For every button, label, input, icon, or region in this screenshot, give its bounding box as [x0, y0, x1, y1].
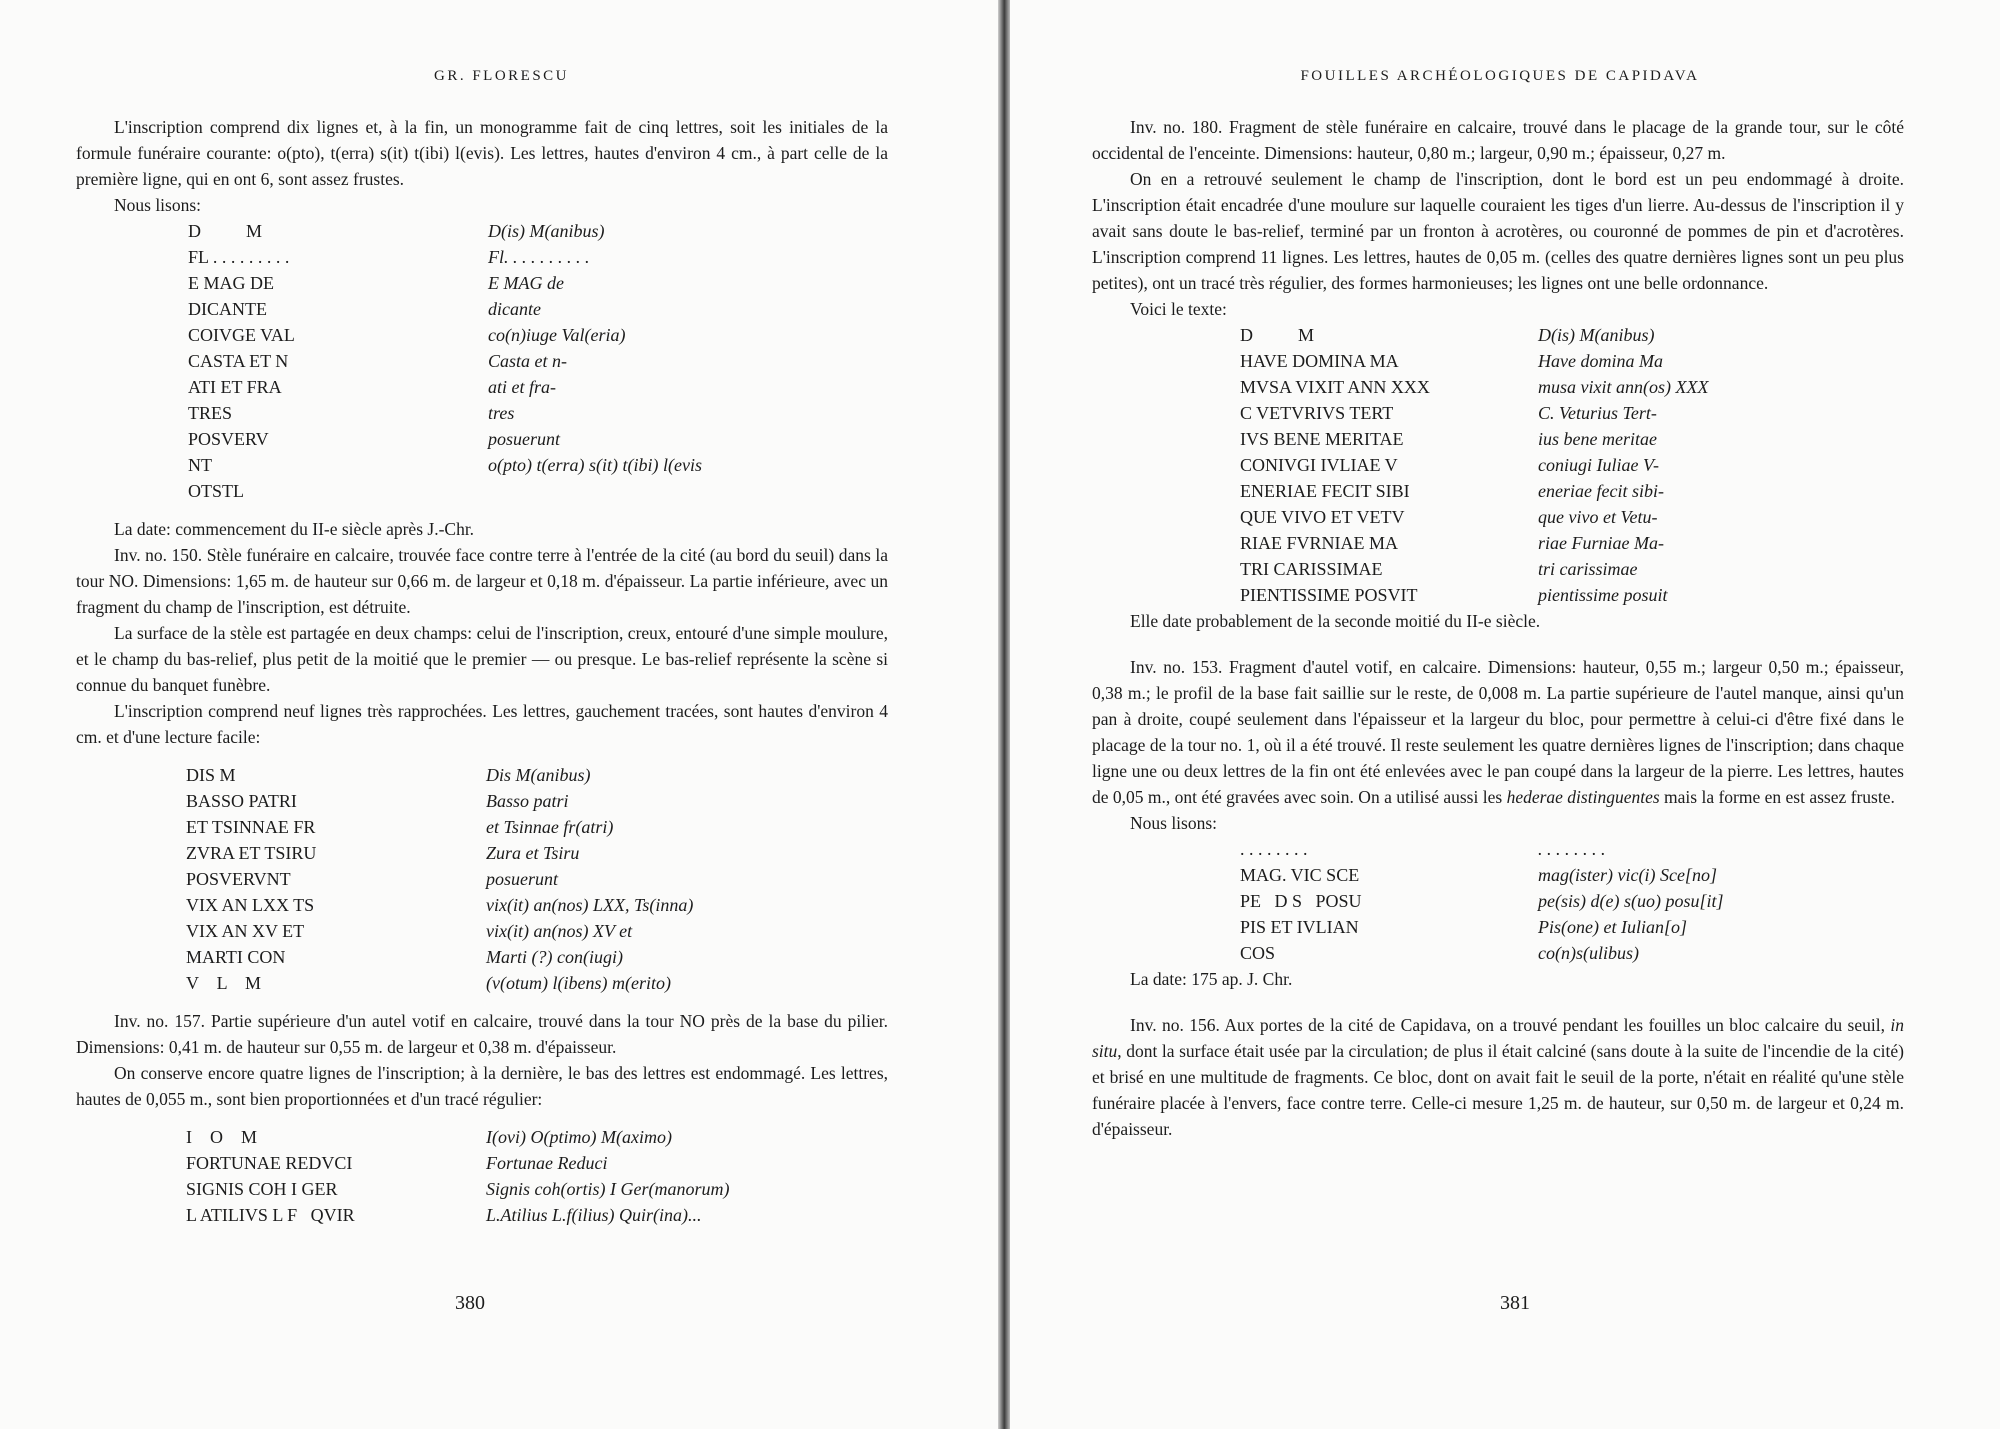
inscription-reading: et Tsinnae fr(atri) — [486, 817, 614, 837]
inscription-line — [1240, 348, 1708, 374]
inscription-line — [1240, 582, 1708, 608]
inscription-line — [186, 1176, 729, 1202]
running-head: FOUILLES ARCHÉOLOGIQUES DE CAPIDAVA — [1300, 68, 1700, 84]
inscription-original: CONIVGI IVLIAE V — [1240, 455, 1398, 475]
paragraph: L'inscription comprend dix lignes et, à la fin, un monogramme fait de cinq lettres, soit les initiales de la formule funéraire courante: o(pto), t(erra) s(it) t(ibi) l(evis). Les lettres, hautes d'environ 4 cm., à part celle de la première ligne, qui en ont 6, sont assez frustes. — [76, 117, 888, 189]
left-text-column — [76, 114, 888, 1228]
inscription-line — [188, 374, 702, 400]
italic-term: hederae distinguentes — [1506, 787, 1660, 807]
inscription-line — [1240, 836, 1723, 862]
inv153-end: mais la forme en est assez fruste. — [1664, 787, 1895, 807]
inscription-reading: Fortunae Reduci — [486, 1153, 608, 1173]
paragraph: Inv. no. 157. Partie supérieure d'un autel votif en calcaire, trouvé dans la tour NO près de la base du pilier. Dimensions: 0,41 m. de hauteur sur 0,55 m. de largeur et 0,38 m. d'épaisseur. — [76, 1011, 888, 1057]
inscription-line — [186, 944, 693, 970]
inscription-original: PIENTISSIME POSVIT — [1240, 585, 1418, 605]
inscription-reading: posuerunt — [486, 869, 558, 889]
paragraph: Nous lisons: — [1130, 813, 1218, 833]
page-number: 380 — [455, 1292, 485, 1314]
inscription-reading: C. Veturius Tert- — [1538, 403, 1657, 423]
inscription-original: V L M — [186, 973, 262, 993]
right-page — [1010, 0, 2000, 1429]
inscription-line — [1240, 914, 1723, 940]
inscription-reading: E MAG de — [488, 273, 564, 293]
inscription-table — [186, 1124, 729, 1228]
inscription-reading: D(is) M(anibus) — [488, 221, 605, 241]
inscription-original: . . . . . . . . — [1240, 839, 1308, 859]
inscription-reading: vix(it) an(nos) XV et — [486, 921, 633, 941]
inscription-reading: tres — [488, 403, 515, 423]
inscription-reading: Pis(one) et Iulian[o] — [1538, 917, 1687, 937]
inscription-line — [1240, 478, 1708, 504]
paragraph: Inv. no. 180. Fragment de stèle funéraire en calcaire, trouvé dans le placage de la grande tour, sur le côté occidental de l'enceinte. Dimensions: hauteur, 0,80 m.; largeur, 0,90 m.; épaisseur, 0,27 m. — [1092, 117, 1904, 163]
inscription-original: DIS M — [186, 765, 236, 785]
inscription-line — [188, 348, 702, 374]
inscription-line — [186, 892, 693, 918]
inscription-reading: co(n)s(ulibus) — [1538, 943, 1639, 963]
inscription-line — [188, 270, 702, 296]
inscription-reading: (v(otum) l(ibens) m(erito) — [486, 973, 671, 993]
paragraph: Voici le texte: — [1130, 299, 1227, 319]
inscription-line — [188, 244, 702, 270]
inscription-reading: Fl. . . . . . . . . . — [488, 247, 590, 267]
inscription-line — [1240, 530, 1708, 556]
inscription-reading: musa vixit ann(os) XXX — [1538, 377, 1709, 397]
inscription-line — [186, 788, 693, 814]
inscription-reading: que vivo et Vetu- — [1538, 507, 1658, 527]
paragraph — [1092, 1012, 1904, 1142]
inscription-original: FORTUNAE REDVCI — [186, 1153, 353, 1173]
inscription-line — [186, 840, 693, 866]
paragraph: Elle date probablement de la seconde moitié du II-e siècle. — [1130, 611, 1541, 631]
inscription-reading: pe(sis) d(e) s(uo) posu[it] — [1538, 891, 1724, 911]
inscription-original: VIX AN LXX TS — [186, 895, 315, 915]
inscription-line — [188, 322, 702, 348]
inscription-reading: I(ovi) O(ptimo) M(aximo) — [486, 1127, 672, 1147]
inscription-reading — [488, 478, 702, 504]
inscription-original: TRI CARISSIMAE — [1240, 559, 1383, 579]
inscription-original: IVS BENE MERITAE — [1240, 429, 1404, 449]
paragraph: Nous lisons: — [114, 195, 202, 215]
inscription-original: PE D S POSU — [1240, 891, 1362, 911]
inscription-line — [186, 918, 693, 944]
inscription-line — [186, 814, 693, 840]
inscription-reading: vix(it) an(nos) LXX, Ts(inna) — [486, 895, 694, 915]
inscription-line — [186, 1150, 729, 1176]
inscription-table — [186, 762, 693, 996]
inscription-line — [188, 400, 702, 426]
inscription-line — [188, 426, 702, 452]
inscription-reading: L.Atilius L.f(ilius) Quir(ina)... — [486, 1205, 702, 1225]
inscription-line — [1240, 888, 1723, 914]
inscription-table — [188, 218, 702, 504]
paragraph: La date: 175 ap. J. Chr. — [1130, 969, 1293, 989]
inscription-original: COS — [1240, 943, 1276, 963]
inscription-original: E MAG DE — [188, 273, 274, 293]
inscription-original: RIAE FVRNIAE MA — [1240, 533, 1399, 553]
inscription-line — [1240, 940, 1723, 966]
inscription-original: ATI ET FRA — [188, 377, 282, 397]
inscription-line — [188, 452, 702, 478]
paragraph: On conserve encore quatre lignes de l'inscription; à la dernière, le bas des lettres est endommagé. Les lettres, hautes de 0,055 m., sont bien proportionnées et d'un tracé régulier: — [76, 1063, 888, 1109]
inscription-original: HAVE DOMINA MA — [1240, 351, 1399, 371]
inscription-line — [1240, 556, 1708, 582]
inscription-line — [1240, 322, 1708, 348]
inscription-reading: Casta et n- — [488, 351, 567, 371]
inscription-original: VIX AN XV ET — [186, 921, 305, 941]
inscription-original: D M — [1240, 325, 1315, 345]
inscription-reading: D(is) M(anibus) — [1538, 325, 1655, 345]
inscription-reading: ati et fra- — [488, 377, 556, 397]
inscription-reading: Zura et Tsiru — [486, 843, 580, 863]
inscription-original: MVSA VIXIT ANN XXX — [1240, 377, 1430, 397]
inscription-original: FL . . . . . . . . . — [188, 247, 290, 267]
inscription-original: ZVRA ET TSIRU — [186, 843, 317, 863]
inv156-text: Inv. no. 156. Aux portes de la cité de Capidava, on a trouvé pendant les fouilles un bloc calcaire du seuil, — [1130, 1015, 1885, 1035]
inscription-reading: posuerunt — [488, 429, 560, 449]
inscription-original: D M — [188, 221, 263, 241]
inscription-original: CASTA ET N — [188, 351, 289, 371]
inv153-text: Inv. no. 153. Fragment d'autel votif, en calcaire. Dimensions: hauteur, 0,55 m.; largeur 0,50 m.; épaisseur, 0,38 m.; le profil de la base fait saillie sur le reste, de 0,008 m. La partie supérieure de l'autel manque, ainsi qu'un pan à droite, coupé seulement dans l'épaisseur et la largeur du bloc, pour permettre à celui-ci d'être fixé dans le placage de la tour no. 1, où il a été trouvé. Il reste seulement les quatre dernières lignes de l'inscription; dans chaque ligne une ou deux lettres de la fin ont été enlevées avec le pan coupé dans la largeur de la pierre. Les lettres, hautes de 0,05 m., ont été gravées avec soin. On a utilisé aussi les — [1092, 657, 1904, 807]
paragraph: L'inscription comprend neuf lignes très rapprochées. Les lettres, gauchement tracées, sont hautes d'environ 4 cm. et d'une lecture facile: — [76, 701, 888, 747]
inscription-reading: o(pto) t(erra) s(it) t(ibi) l(evis — [488, 455, 702, 475]
inscription-line — [1240, 504, 1708, 530]
italic-term: in situ — [1092, 1015, 1905, 1061]
inscription-reading: tri carissimae — [1538, 559, 1638, 579]
inscription-original: C VETVRIVS TERT — [1240, 403, 1394, 423]
paragraph: La date: commencement du II-e siècle après J.-Chr. — [114, 519, 475, 539]
inscription-reading: pientissime posuit — [1538, 585, 1668, 605]
inscription-line — [186, 866, 693, 892]
inscription-table — [1240, 322, 1708, 608]
inscription-line — [1240, 426, 1708, 452]
inscription-line — [1240, 374, 1708, 400]
inscription-line — [1240, 862, 1723, 888]
paragraph: Inv. no. 150. Stèle funéraire en calcaire, trouvée face contre terre à l'entrée de la cité (au bord du seuil) dans la tour NO. Dimensions: 1,65 m. de hauteur sur 0,66 m. de largeur et 0,18 m. d'épaisseur. La partie inférieure, avec un fragment du champ de l'inscription, est détruite. — [76, 545, 888, 617]
inscription-original: MAG. VIC SCE — [1240, 865, 1360, 885]
inscription-line — [186, 1124, 729, 1150]
page-number: 381 — [1500, 1292, 1530, 1314]
inscription-reading: co(n)iuge Val(eria) — [488, 325, 626, 345]
right-text-column — [1092, 114, 1904, 1142]
inscription-original: I O M — [186, 1127, 257, 1147]
inscription-reading: . . . . . . . . — [1538, 839, 1606, 859]
inscription-reading: dicante — [488, 299, 541, 319]
inscription-original: COIVGE VAL — [188, 325, 295, 345]
inscription-line — [1240, 400, 1708, 426]
inscription-original: POSVERV — [188, 429, 269, 449]
paragraph: On en a retrouvé seulement le champ de l'inscription, dont le bord est un peu endommagé à droite. L'inscription était encadrée d'une moulure sur laquelle couraient les tiges d'un lierre. Au-dessus de l'inscription il y avait sans doute le bas-relief, terminé par un fronton à acrotères, ou couronné de pommes de pin et d'acrotères. L'inscription comprend 11 lignes. Les lettres, hautes de 0,05 m. (celles des quatre dernières lignes sont un peu plus petites), ont un tracé très régulier, des formes harmonieuses; les lignes ont une belle ordonnance. — [1092, 169, 1904, 293]
inscription-original: BASSO PATRI — [186, 791, 297, 811]
inscription-reading: Signis coh(ortis) I Ger(manorum) — [486, 1179, 730, 1199]
inscription-line — [186, 762, 693, 788]
inscription-reading: mag(ister) vic(i) Sce[no] — [1538, 865, 1717, 885]
inscription-reading: eneriae fecit sibi- — [1538, 481, 1664, 501]
inscription-original: ENERIAE FECIT SIBI — [1240, 481, 1410, 501]
inscription-table — [1240, 836, 1723, 966]
inscription-line — [188, 218, 702, 244]
inscription-original: POSVERVNT — [186, 869, 291, 889]
inscription-reading: Marti (?) con(iugi) — [486, 947, 623, 967]
inscription-line — [186, 1202, 729, 1228]
inscription-reading: riae Furniae Ma- — [1538, 533, 1664, 553]
inscription-original: L ATILIVS L F QVIR — [186, 1205, 355, 1225]
inscription-reading: Basso patri — [486, 791, 569, 811]
inscription-original: PIS ET IVLIAN — [1240, 917, 1359, 937]
inscription-original: MARTI CON — [186, 947, 286, 967]
inscription-original: SIGNIS COH I GER — [186, 1179, 338, 1199]
inscription-original: ET TSINNAE FR — [186, 817, 316, 837]
inscription-reading: Have domina Ma — [1538, 351, 1663, 371]
inscription-original: QUE VIVO ET VETV — [1240, 507, 1405, 527]
paragraph — [1092, 654, 1904, 810]
inscription-line — [188, 478, 702, 504]
inscription-reading: Dis M(anibus) — [486, 765, 591, 785]
inscription-line — [1240, 452, 1708, 478]
inscription-original: NT — [188, 455, 212, 475]
inscription-original: TRES — [188, 403, 233, 423]
running-head: GR. FLORESCU — [433, 68, 570, 84]
inscription-line — [186, 970, 693, 996]
inscription-reading: coniugi Iuliae V- — [1538, 455, 1659, 475]
paragraph: La surface de la stèle est partagée en deux champs: celui de l'inscription, creux, entouré d'une simple moulure, et le champ du bas-relief, plus petit de la moitié que le premier — ou presque. Le bas-relief représente la scène si connue du banquet funèbre. — [76, 623, 888, 695]
inscription-reading: ius bene meritae — [1538, 429, 1657, 449]
inv156-end: , dont la surface était usée par la circulation; de plus il était calciné (sans doute à la suite de l'incendie de la cité) et brisé en une multitude de fragments. Ce bloc, dont on avait fait le seuil de la porte, n'était en réalité qu'une stèle funéraire placée à l'envers, face contre terre. Celle-ci mesure 1,25 m. de hauteur, sur 0,50 m. de largeur et 0,24 m. d'épaisseur. — [1092, 1041, 1904, 1139]
inscription-original: OTSTL — [188, 481, 244, 501]
inscription-original: DICANTE — [188, 299, 267, 319]
inscription-line — [188, 296, 702, 322]
